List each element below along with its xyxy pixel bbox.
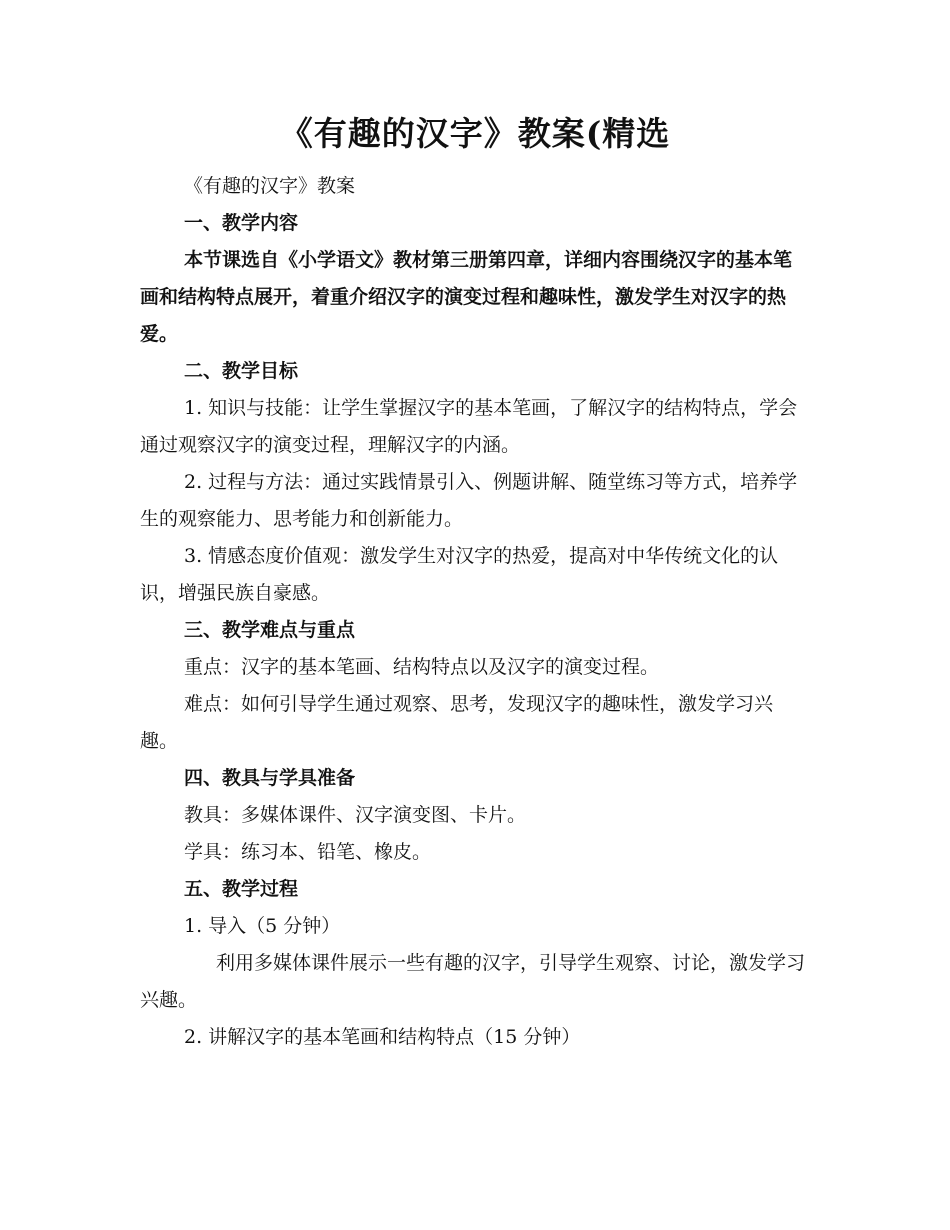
document-body [140,168,810,1056]
objective-item: 1. 知识与技能：让学生掌握汉字的基本笔画，了解汉字的结构特点，学会通过观察汉字的演变过程，理解汉字的内涵。 [140,397,798,456]
objective-item: 2. 过程与方法：通过实践情景引入、例题讲解、随堂练习等方式，培养学生的观察能力、思考能力和创新能力。 [140,471,798,530]
section-heading-materials: 四、教具与学具准备 [184,767,356,789]
section-heading-key-points: 三、教学难点与重点 [184,619,356,641]
key-point-item: 重点：汉字的基本笔画、结构特点以及汉字的演变过程。 [184,656,660,678]
objective-item: 3. 情感态度价值观：激发学生对汉字的热爱，提高对中华传统文化的认识，增强民族自豪感。 [140,545,779,604]
subtitle-line: 《有趣的汉字》教案 [184,175,356,197]
section-heading-content: 一、教学内容 [184,212,299,234]
materials-item: 教具：多媒体课件、汉字演变图、卡片。 [184,804,527,826]
materials-item: 学具：练习本、铅笔、橡皮。 [184,841,432,863]
difficulty-item: 难点：如何引导学生通过观察、思考，发现汉字的趣味性，激发学习兴趣。 [140,693,774,752]
content-paragraph: 本节课选自《小学语文》教材第三册第四章，详细内容围绕汉字的基本笔画和结构特点展开，着重介绍汉字的演变过程和趣味性，激发学生对汉字的热爱。 [140,249,793,345]
section-heading-process: 五、教学过程 [184,878,299,900]
section-heading-objectives: 二、教学目标 [184,360,299,382]
process-step-detail: 利用多媒体课件展示一些有趣的汉字，引导学生观察、讨论，激发学习兴趣。 [140,952,806,1011]
document-title: 《有趣的汉字》教案(精选 [279,114,671,153]
process-step: 1. 导入（5 分钟） [184,915,341,937]
process-step: 2. 讲解汉字的基本笔画和结构特点（15 分钟） [184,1026,581,1048]
